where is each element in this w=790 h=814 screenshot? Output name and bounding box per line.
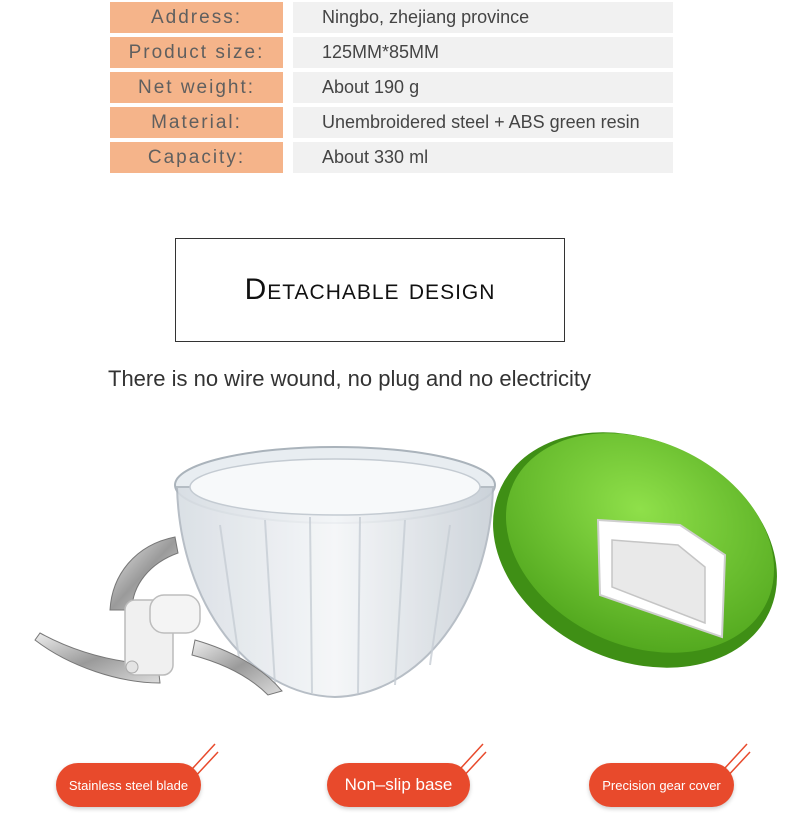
- product-illustration: [0, 405, 790, 705]
- callout-label: Stainless steel blade: [68, 777, 189, 793]
- spec-label: Material:: [110, 107, 283, 138]
- callout-stainless-steel-blade: [56, 763, 201, 807]
- callout-non-slip-base: [327, 763, 470, 807]
- spec-value: Ningbo, zhejiang province: [293, 2, 673, 33]
- section-subtitle: There is no wire wound, no plug and no electricity: [108, 366, 592, 391]
- callout-precision-gear-cover: [589, 763, 734, 807]
- section-title: Detachable design: [244, 273, 496, 306]
- spec-row-capacity: [110, 142, 673, 173]
- spec-label: Product size:: [110, 37, 283, 68]
- green-lid: [454, 405, 790, 705]
- spec-value: 125MM*85MM: [293, 37, 673, 68]
- callout-label: Non–slip base: [344, 775, 453, 794]
- spec-row-address: [110, 2, 673, 33]
- title-box: [175, 238, 565, 342]
- spec-label: Address:: [110, 2, 283, 33]
- spec-table: [110, 2, 673, 177]
- spec-row-net-weight: [110, 72, 673, 103]
- spec-label: Net weight:: [110, 72, 283, 103]
- spec-row-product-size: [110, 37, 673, 68]
- spec-value: About 330 ml: [293, 142, 673, 173]
- callout-label: Precision gear cover: [602, 777, 721, 793]
- spec-value: Unembroidered steel + ABS green resin: [293, 107, 673, 138]
- spec-value: About 190 g: [293, 72, 673, 103]
- spec-row-material: [110, 107, 673, 138]
- spec-label: Capacity:: [110, 142, 283, 173]
